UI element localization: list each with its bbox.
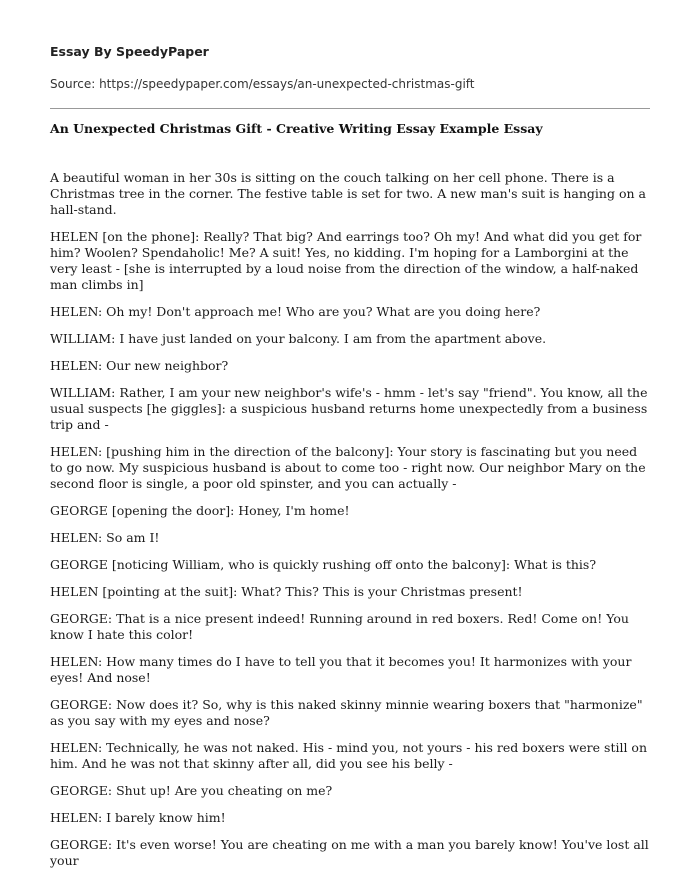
essay-title: An Unexpected Christmas Gift - Creative Writing Essay Example Essay xyxy=(50,121,543,136)
paragraph: HELEN: [pushing him in the direction of the balcony]: Your story is fascinating but you need to go now. My suspicious husband is about to come too - right now. Our neighbor Mary on the second floor is single, a poor old spinster, and you can actually - xyxy=(50,444,646,491)
paragraph: HELEN: Oh my! Don't approach me! Who are you? What are you doing here? xyxy=(50,304,541,319)
brand-label: Essay By SpeedyPaper xyxy=(50,44,209,59)
paragraph: HELEN [on the phone]: Really? That big? And earrings too? Oh my! And what did you get for him? Woolen? Spendaholic! Me? A suit! Yes, no kidding. I'm hoping for a Lamborgini at the very least - [she is interrupted by a loud noise from the direction of the window, a half-naked man climbs in] xyxy=(50,229,642,292)
paragraph: HELEN: So am I! xyxy=(50,530,160,545)
paragraph: GEORGE: Now does it? So, why is this naked skinny minnie wearing boxers that "harmonize" as you say with my eyes and nose? xyxy=(50,697,643,728)
paragraph: HELEN: Technically, he was not naked. His - mind you, not yours - his red boxers were still on him. And he was not that skinny after all, did you see his belly - xyxy=(50,740,648,771)
paragraph: GEORGE: It's even worse! You are cheating on me with a man you barely know! You've lost all your xyxy=(50,837,649,868)
paragraph: WILLIAM: Rather, I am your new neighbor's wife's - hmm - let's say "friend". You know, all the usual suspects [he giggles]: a suspicious husband returns home unexpectedly from a business trip and - xyxy=(50,385,648,432)
document-header xyxy=(50,44,650,91)
paragraph: GEORGE: Shut up! Are you cheating on me? xyxy=(50,783,333,798)
paragraph: HELEN [pointing at the suit]: What? This? This is your Christmas present! xyxy=(50,584,523,599)
header-divider xyxy=(50,108,650,109)
source-line: Source: https://speedypaper.com/essays/an-unexpected-christmas-gift xyxy=(50,77,475,91)
paragraph: HELEN: I barely know him! xyxy=(50,810,226,825)
paragraph: GEORGE [opening the door]: Honey, I'm home! xyxy=(50,503,350,518)
paragraph: A beautiful woman in her 30s is sitting on the couch talking on her cell phone. There is a Christmas tree in the corner. The festive table is set for two. A new man's suit is hanging on a hall-stand. xyxy=(50,170,646,217)
essay-body xyxy=(50,170,652,880)
paragraph: GEORGE: That is a nice present indeed! Running around in red boxers. Red! Come on! You know I hate this color! xyxy=(50,611,629,642)
paragraph: GEORGE [noticing William, who is quickly rushing off onto the balcony]: What is this? xyxy=(50,557,597,572)
paragraph: WILLIAM: I have just landed on your balcony. I am from the apartment above. xyxy=(50,331,547,346)
paragraph: HELEN: Our new neighbor? xyxy=(50,358,229,373)
paragraph: HELEN: How many times do I have to tell you that it becomes you! It harmonizes with your eyes! And nose! xyxy=(50,654,632,685)
